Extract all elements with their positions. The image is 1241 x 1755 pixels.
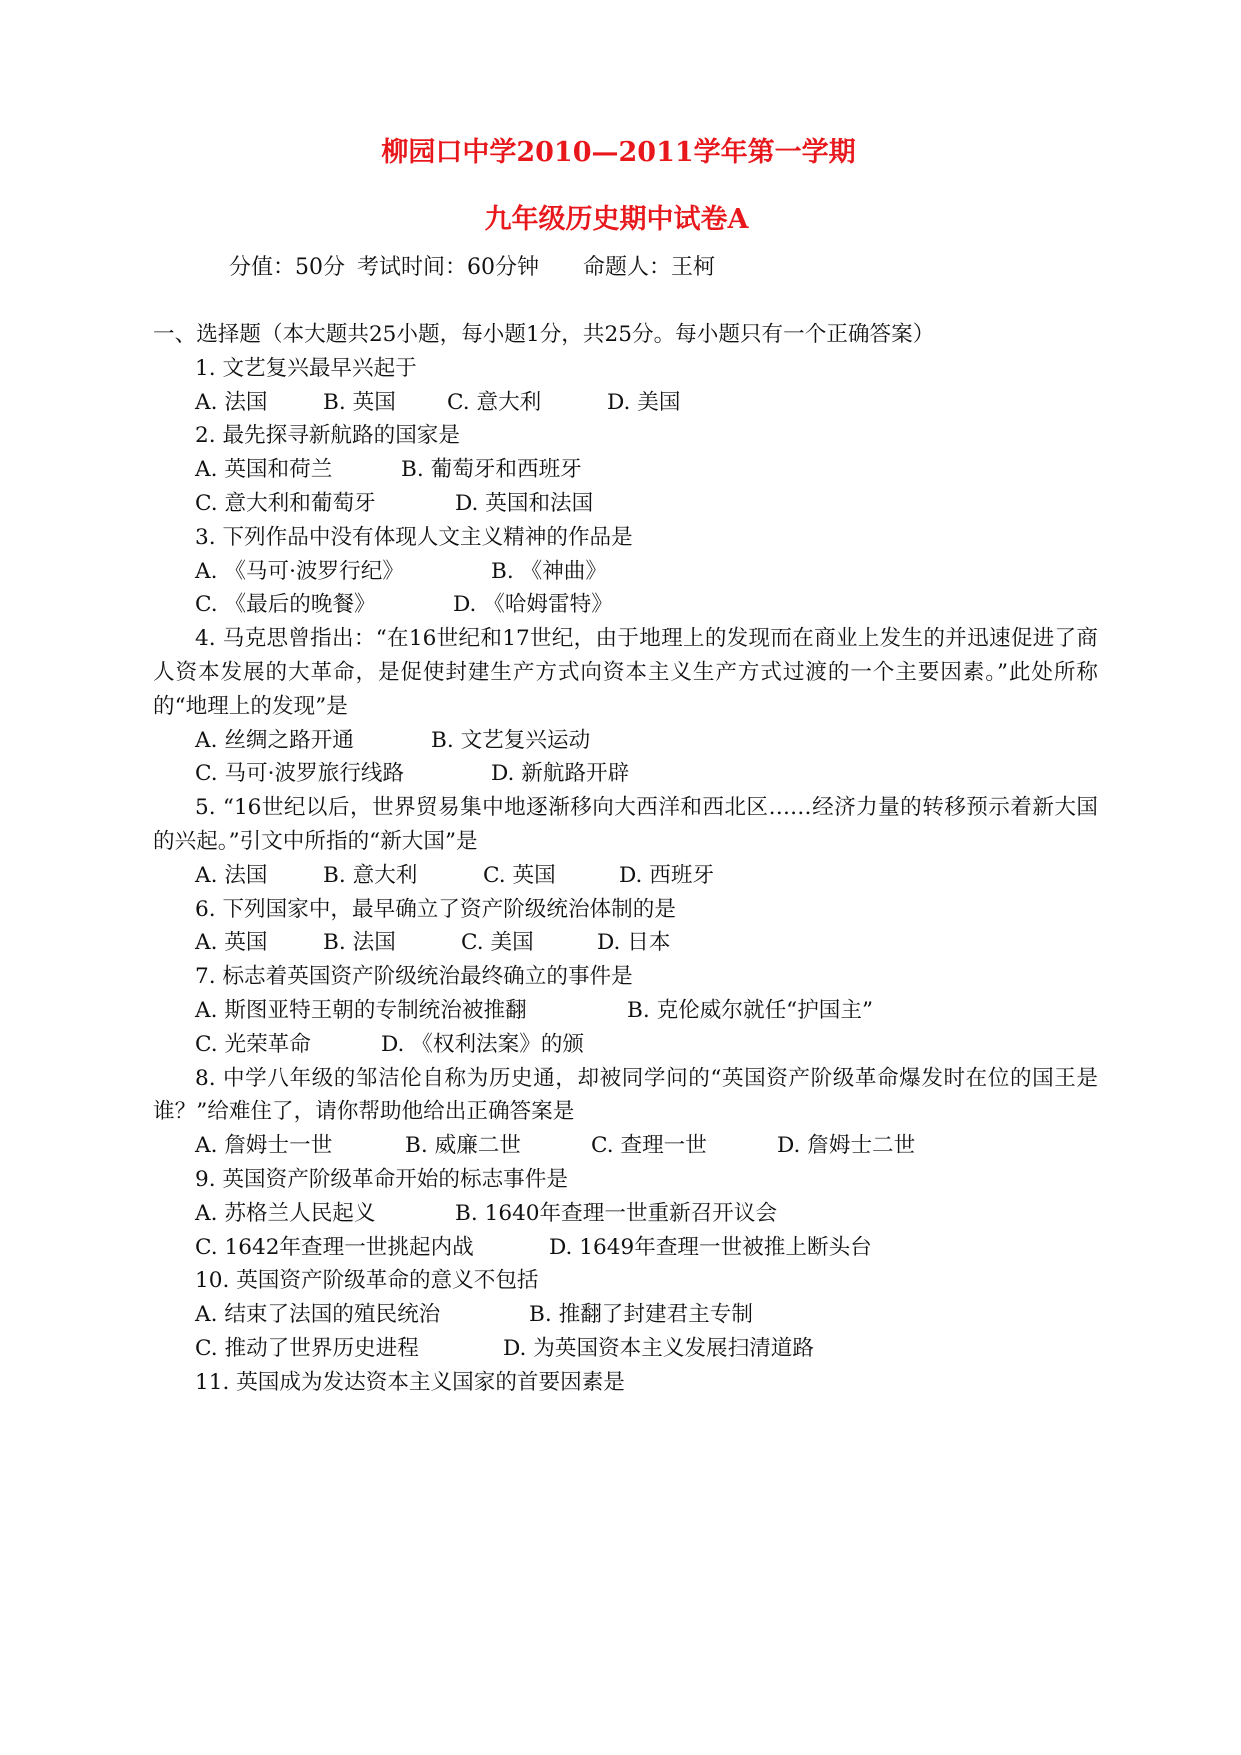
question-stem: 3. 下列作品中没有体现人文主义精神的作品是 <box>195 524 633 550</box>
question-stem: 1. 文艺复兴最早兴起于 <box>195 355 417 381</box>
question-stem: 5. “16世纪以后，世界贸易集中地逐渐移向大西洋和西北区……经济力量的转移预示着新大国的兴起。”引文中所指的“新大国”是 <box>153 795 1098 854</box>
question-stem: 2. 最先探寻新航路的国家是 <box>195 423 460 449</box>
option: C. 推动了世界历史进程 <box>195 1335 419 1361</box>
option-row <box>153 1129 1098 1163</box>
option: D. 《哈姆雷特》 <box>453 592 613 618</box>
option: A. 结束了法国的殖民统治 <box>195 1302 441 1328</box>
option: C. 《最后的晚餐》 <box>195 592 376 618</box>
option-row <box>153 724 1098 758</box>
option-row <box>153 487 1098 521</box>
option-row <box>153 859 1098 893</box>
option: B. 葡萄牙和西班牙 <box>401 457 582 483</box>
option: B. 英国 <box>323 389 396 415</box>
option: A. 斯图亚特王朝的专制统治被推翻 <box>195 997 527 1023</box>
option: B. 克伦威尔就任“护国主” <box>627 997 874 1023</box>
option-row <box>153 1332 1098 1366</box>
option: C. 查理一世 <box>591 1133 707 1159</box>
option-row <box>153 926 1098 960</box>
option: D. 1649年查理一世被推上断头台 <box>549 1234 872 1260</box>
option: A. 法国 <box>195 389 268 415</box>
option-row <box>153 1197 1098 1231</box>
option: D. 《权利法案》的颁 <box>381 1031 585 1057</box>
option: B. 意大利 <box>323 862 418 888</box>
option: B. 法国 <box>323 930 396 956</box>
option: C. 英国 <box>483 862 556 888</box>
question-stem: 10. 英国资产阶级革命的意义不包括 <box>195 1268 539 1294</box>
question-list <box>153 318 1098 1400</box>
option-row <box>153 555 1098 589</box>
question-stem: 4. 马克思曾指出：“在16世纪和17世纪，由于地理上的发现而在商业上发生的并迅速促进了商人资本发展的大革命，是促使封建生产方式向资本主义生产方式过渡的一个主要因素。”此处所称的“地理上的发现”是 <box>153 626 1098 719</box>
option: B. 1640年查理一世重新召开议会 <box>455 1200 778 1226</box>
option: A. 苏格兰人民起义 <box>195 1200 376 1226</box>
option: D. 詹姆士二世 <box>777 1133 916 1159</box>
option: A. 詹姆士一世 <box>195 1133 333 1159</box>
option: D. 美国 <box>607 389 681 415</box>
question-stem: 11. 英国成为发达资本主义国家的首要因素是 <box>195 1369 625 1395</box>
option-row <box>153 453 1098 487</box>
option: C. 意大利和葡萄牙 <box>195 490 376 516</box>
option: C. 马可·波罗旅行线路 <box>195 761 405 787</box>
option-row <box>153 1028 1098 1062</box>
section-heading: 一、选择题（本大题共25小题，每小题1分，共25分。每小题只有一个正确答案） <box>153 322 935 347</box>
option: B. 推翻了封建君主专制 <box>529 1302 753 1328</box>
option: C. 1642年查理一世挑起内战 <box>195 1234 474 1260</box>
option: C. 意大利 <box>447 389 542 415</box>
question-stem: 6. 下列国家中，最早确立了资产阶级统治体制的是 <box>195 896 676 922</box>
question-stem: 9. 英国资产阶级革命开始的标志事件是 <box>195 1166 568 1192</box>
school-term-title: 柳园口中学2010—2011学年第一学期 <box>381 137 856 168</box>
question-stem: 7. 标志着英国资产阶级统治最终确立的事件是 <box>195 964 633 990</box>
score-info: 分值：50分 <box>229 255 345 280</box>
time-info: 考试时间：60分钟 <box>357 255 539 280</box>
option: D. 英国和法国 <box>455 490 594 516</box>
option: B. 文艺复兴运动 <box>431 727 591 753</box>
option: A. 法国 <box>195 862 268 888</box>
option: A. 英国和荷兰 <box>195 457 333 483</box>
option-row <box>153 1231 1098 1265</box>
option-row <box>153 994 1098 1028</box>
option-row <box>153 757 1098 791</box>
option: D. 为英国资本主义发展扫清道路 <box>503 1335 814 1361</box>
option: B. 威廉二世 <box>405 1133 521 1159</box>
option-row <box>153 588 1098 622</box>
option: D. 新航路开辟 <box>491 761 630 787</box>
option: C. 美国 <box>461 930 534 956</box>
option: B. 《神曲》 <box>491 558 607 584</box>
option: A. 丝绸之路开通 <box>195 727 354 753</box>
option-row <box>153 386 1098 420</box>
option: C. 光荣革命 <box>195 1031 311 1057</box>
option-row <box>153 1298 1098 1332</box>
exam-title: 九年级历史期中试卷A <box>484 204 749 235</box>
option: D. 日本 <box>597 930 671 956</box>
option: D. 西班牙 <box>619 862 715 888</box>
option: A. 英国 <box>195 930 268 956</box>
option: A. 《马可·波罗行纪》 <box>195 558 404 584</box>
author-info: 命题人：王柯 <box>583 255 716 280</box>
exam-meta <box>229 253 715 283</box>
question-stem: 8. 中学八年级的邹洁伦自称为历史通，却被同学问的“英国资产阶级革命爆发时在位的国王是谁？”给难住了，请你帮助他给出正确答案是 <box>153 1065 1098 1125</box>
